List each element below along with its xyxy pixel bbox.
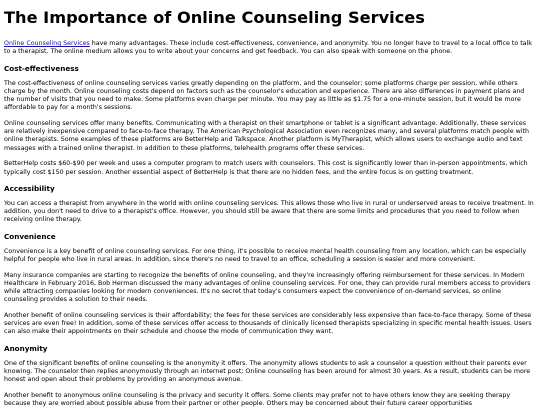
section-heading-cost-effectiveness: Cost-effectiveness [4, 64, 79, 73]
anonymity-paragraph-2: Another benefit to anonymous online counseling is the privacy and security it offers. Some clients may prefer not to have others know they are seeking therapy because they are worried about possible abuse from their partner or other people. Others may be concerned about their future career opportunities [4, 391, 511, 408]
section-heading-accessibility: Accessibility [4, 184, 55, 194]
cost-paragraph-1: The cost-effectiveness of online counseling services varies greatly depending on the platform, and the counselor; some platforms charge per session, while others charge by the month. Online counseling costs depend on factors such as the counselor's education and experience. There are also differences in payment plans and the number of visits that you need to make. Some platforms even charge per minute. You may pay as little as $1.75 for a one-minute session, but it would be more affordable to pay for a month's sessions. [4, 79, 525, 112]
section-heading-convenience: Convenience [4, 232, 56, 242]
convenience-paragraph-1: Convenience is a key benefit of online counseling services. For one thing, it's possible to receive mental health counseling from any location, which can be especially helpful for people who live in rural areas. In addition, since there's no need to travel to an office, scheduling a session is easier and more convenient. [4, 247, 527, 263]
page-title: The Importance of Online Counseling Services [4, 8, 425, 27]
accessibility-paragraph-1: You can access a therapist from anywhere in the world with online counseling services. This allows those who live in rural or underserved areas to receive treatment. In addition, you don't need to drive to a therapist's office. However, you should still be aware that there are some limits and procedures that you need to follow when receiving online therapy. [4, 199, 534, 224]
anonymity-paragraph-1: One of the significant benefits of online counseling is the anonymity it offers. The anonymity allows students to ask a counselor a question without their parents ever knowing. The counselor then replies anonymously through an internet post; Online counseling has been around for almost 30 years. As a result, students can be more honest and open about their problems by providing an anonymous avenue. [4, 359, 531, 384]
intro-paragraph [4, 40, 534, 56]
cost-paragraph-2: Online counseling services offer many benefits. Communicating with a therapist on their smartphone or tablet is a significant advantage. Additionally, these services are relatively inexpensive compared to face-to-face therapy. The American Psychological Association even recognizes many, and several platforms match people with online therapists. Some examples of these platforms are BetterHelp and Talkspace. Another platform is MyTherapist, which allows users to exchange audio and text messages with a trained online therapist. In addition to these platforms, telehealth programs offer these services. [4, 119, 529, 152]
convenience-paragraph-3: Another benefit of online counseling services is their affordability; the fees for these services are considerably less expensive than face-to-face therapy. Some of these services are even free! In addition, some of these services offer access to thousands of clinically licensed therapists specializing in specific mental health issues. Users can also make their appointments on their schedule and choose the mode of communication they want. [4, 311, 532, 336]
section-heading-anonymity: Anonymity [4, 344, 48, 354]
cost-paragraph-3: BetterHelp costs $60-$90 per week and uses a computer program to match users with counselors. This cost is significantly lower than in-person appointments, which typically cost $150 per session. Another essential aspect of BetterHelp is that there are no hidden fees, and the entire focus is on getting treatment. [4, 160, 528, 176]
convenience-paragraph-2: Many insurance companies are starting to recognize the benefits of online counseling, and they're increasingly offering reimbursement for these services. In Modern Healthcare in February 2016, Bob Herman discussed the many advantages of online counseling services. For one, they can provide rural members access to providers while attracting companies looking for modern conveniences. It's no secret that today's consumers expect the convenience of on-demand services, so online counseling provides a solution to their needs. [4, 271, 531, 304]
online-counseling-services-link[interactable]: Online Counseling Services [4, 40, 90, 47]
intro-text: have many advantages. These include cost-effectiveness, convenience, and anonymity. You no longer have to travel to a local office to talk to a therapist. The online medium allows you to write about your concerns and get feedback. You can also speak with someone on the phone. [4, 40, 532, 56]
